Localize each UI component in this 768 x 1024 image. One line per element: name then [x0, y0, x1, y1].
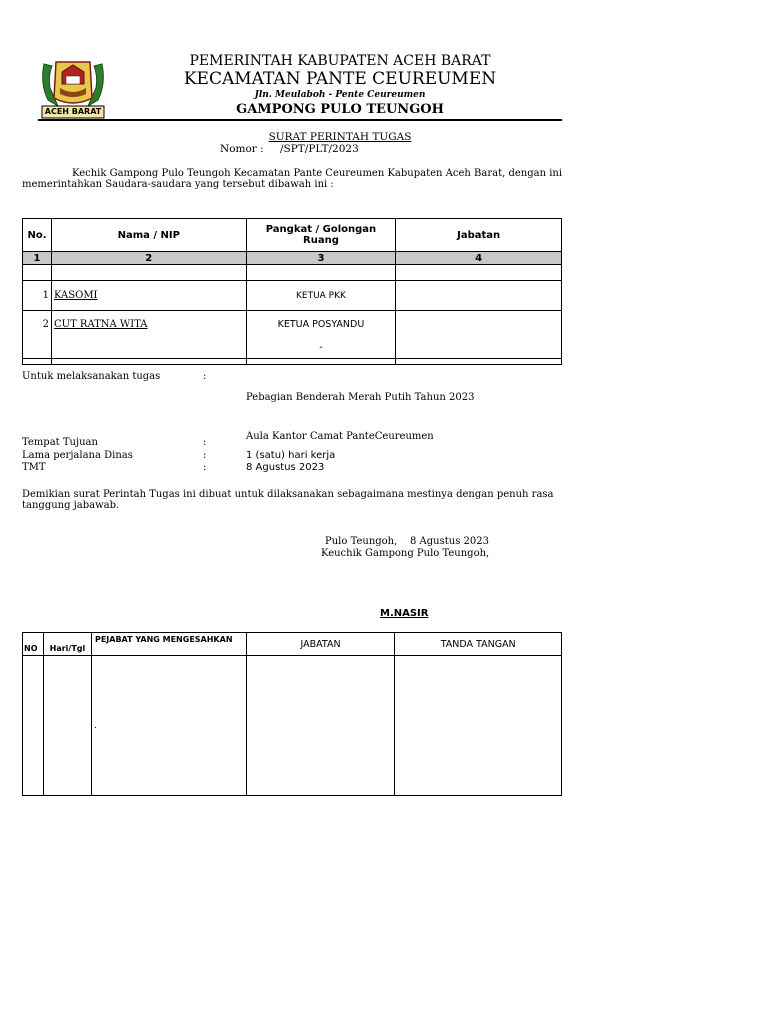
lama-colon: :	[203, 450, 207, 461]
row-nama: CUT RATNA WITA	[51, 311, 246, 359]
lama-label: Lama perjalana Dinas	[22, 450, 133, 461]
val-header-hari: Hari/Tgl	[43, 633, 91, 656]
personnel-table	[22, 218, 562, 365]
row-jabatan	[396, 311, 562, 359]
header-government: PEMERINTAH KABUPATEN ACEH BARAT	[189, 53, 491, 69]
aceh-barat-logo	[38, 58, 108, 120]
header-village: GAMPONG PULO TEUNGOH	[236, 102, 444, 117]
val-mark: .	[91, 656, 246, 796]
tugas-label: Untuk melaksanakan tugas	[22, 371, 161, 382]
header-divider	[38, 119, 562, 121]
col-number: 3	[246, 252, 396, 265]
row-jabatan	[396, 281, 562, 311]
col-number: 2	[51, 252, 246, 265]
table-spacer-row	[23, 359, 562, 365]
header-address: Jln. Meulaboh - Pente Ceureumen	[254, 90, 426, 100]
val-header-jabatan: JABATAN	[246, 633, 395, 656]
tugas-value: Pebagian Benderah Merah Putih Tahun 2023	[246, 392, 475, 403]
validation-body-row	[23, 656, 562, 796]
validation-table	[22, 632, 562, 796]
table-row	[23, 311, 562, 359]
intro-line-1: Kechik Gampong Pulo Teungoh Kecamatan Pante Ceureumen Kabupaten Aceh Barat, dengan ini	[72, 168, 563, 179]
row-pangkat	[246, 311, 396, 359]
closing-line-1: Demikian surat Perintah Tugas ini dibuat untuk dilaksanakan sebagaimana mestinya dengan penuh rasa	[22, 489, 554, 500]
table-spacer-row	[23, 265, 562, 281]
closing-line-2: tanggung jabawab.	[22, 500, 120, 511]
tmt-value: 8 Agustus 2023	[246, 462, 325, 473]
tujuan-value: Aula Kantor Camat PanteCeureumen	[246, 431, 434, 442]
val-header-no: NO	[23, 633, 44, 656]
val-header-pejabat: PEJABAT YANG MENGESAHKAN	[91, 633, 246, 656]
signature-place-date: Pulo Teungoh, 8 Agustus 2023	[325, 536, 489, 547]
letter-title: SURAT PERINTAH TUGAS	[268, 131, 412, 143]
row-pangkat-text: KETUA POSYANDU	[277, 319, 365, 330]
tujuan-colon: :	[203, 437, 207, 448]
col-number: 1	[23, 252, 52, 265]
signature-position: Keuchik Gampong Pulo Teungoh,	[321, 548, 490, 559]
row-dash: -	[319, 342, 323, 353]
tmt-colon: :	[203, 462, 207, 473]
row-no: 2	[23, 311, 52, 359]
tujuan-label: Tempat Tujuan	[22, 437, 98, 448]
header-nama: Nama / NIP	[51, 219, 246, 252]
header-no: No.	[23, 219, 52, 252]
tmt-label: TMT	[22, 462, 46, 473]
intro-line-2: memerintahkan Saudara-saudara yang tersebut dibawah ini :	[22, 179, 334, 190]
table-number-row	[23, 252, 562, 265]
table-header-row	[23, 219, 562, 252]
signature-name: M.NASIR	[380, 608, 429, 619]
nomor-label: Nomor :	[220, 143, 264, 155]
nomor-value: /SPT/PLT/2023	[280, 143, 359, 155]
val-header-ttd: TANDA TANGAN	[395, 633, 562, 656]
lama-value: 1 (satu) hari kerja	[246, 450, 336, 461]
row-no: 1	[23, 281, 52, 311]
tugas-colon: :	[203, 371, 207, 382]
row-nama: KASOMI	[51, 281, 246, 311]
col-number: 4	[396, 252, 562, 265]
logo-text: ACEH BARAT	[44, 107, 102, 116]
header-jabatan: Jabatan	[396, 219, 562, 252]
header-pangkat: Pangkat / Golongan Ruang	[246, 219, 396, 252]
header-district: KECAMATAN PANTE CEUREUMEN	[183, 69, 497, 89]
row-pangkat: KETUA PKK	[246, 281, 396, 311]
validation-header-row	[23, 633, 562, 656]
table-row	[23, 281, 562, 311]
